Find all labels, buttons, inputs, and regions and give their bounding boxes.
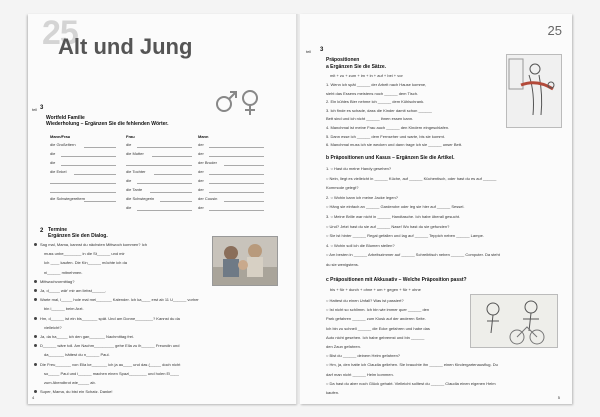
answer-blank-line[interactable] (209, 156, 264, 157)
family-word-cell: die Tochter (126, 169, 146, 174)
dialog-line: kaufen. (326, 390, 340, 395)
answer-blank-line[interactable] (209, 147, 264, 148)
exercise-2-subtitle: Ergänzen Sie den Dialog. (48, 233, 108, 239)
family-word-cell: die (126, 142, 132, 147)
answer-blank-line[interactable] (209, 183, 264, 184)
dialog-line: ○ Da hast du aber noch Glück gehabt. Vielleicht solltest du ______ Claudia einen eigenen Helm (326, 380, 496, 386)
exercise-3b-title: b Präpositionen und Kasus – Ergänzen Sie die Artikel. (326, 155, 455, 161)
speaker-bullet (34, 280, 37, 283)
cartoon-image (507, 55, 561, 127)
sentence-line: 1. Wenn ich spät ______ der Arbeit nach Hause komme, (326, 82, 427, 87)
dialog-line: bin i______ beim Arzt. (44, 306, 84, 312)
sentence-line: 3. Ich finde es schade, dass die Kinder damit schon ______ (326, 107, 432, 113)
sentence-line: 4. Manchmal ist meine Frau auch ______ den Kindern eingeschlafen. (326, 125, 450, 130)
answer-blank-line[interactable] (137, 147, 192, 148)
col-header-3: Mann (198, 134, 209, 139)
speaker-bullet (34, 363, 37, 366)
family-word-cell: der (198, 205, 204, 210)
family-word-cell: die Großeltern (50, 142, 76, 147)
family-word-cell: der (198, 178, 204, 183)
sentence-line: 1. ○ Hast du meine Handy gesehen? (326, 166, 392, 171)
answer-blank-line[interactable] (209, 210, 264, 211)
speaker-bullet (34, 289, 37, 292)
dialog-line: D______ wäre toll. Am Nachm_________ gehe Ella zu ih______ Freundin und (40, 343, 180, 349)
section-tag: teil (32, 107, 38, 112)
sentence-line: 4. ○ Wohin soll ich die Blumen stellen? (326, 242, 395, 248)
answer-blank-line[interactable] (74, 174, 116, 175)
answer-blank-line[interactable] (50, 183, 116, 184)
page-number-right-bottom: 5 (557, 395, 560, 400)
family-word-cell: die Tante (126, 187, 143, 192)
family-word-cell: der (198, 151, 204, 156)
family-word-cell: die (126, 178, 132, 183)
sentence-line: ○ Häng sie einfach an ______ Garderobe oder leg sie hier auf ______ Sessel. (326, 204, 465, 210)
family-word-cell: der Bruder (198, 160, 217, 165)
sentence-line: ○ Sie ist hinter ______ Regal gefallen und lag auf ______ Teppich neben ______ Lampe. (326, 233, 485, 239)
dialog-line: Mittwochvormittag? (40, 278, 75, 284)
exercise-3c-title: c Präpositionen mit Akkusativ – Welche Präposition passt? (326, 277, 467, 283)
page-number-left: 4 (32, 395, 35, 400)
answer-blank-line[interactable] (160, 201, 192, 202)
answer-blank-line[interactable] (50, 192, 116, 193)
family-word-cell: der (198, 187, 204, 192)
sentence-line: 2. Ein kühles Bier nehme ich ______ dem Kühlschrank. (326, 99, 425, 105)
dialog-line: Ich bin zu schnell ______ die Ecke gefahren und habe das (326, 325, 430, 331)
family-word-cell: die Schwiegerin (126, 196, 155, 201)
exercise-3-title: Präpositionen (326, 57, 360, 63)
dialog-line: ○ Bist du ______ deinem Helm gefahren? (326, 353, 401, 359)
dialog-line: den Zaun gefahren. (326, 344, 361, 349)
answer-blank-line[interactable] (224, 165, 264, 166)
cartoon-bike-accident (470, 294, 558, 348)
exercise-3a-title: a Ergänzen Sie die Sätze. (326, 64, 387, 70)
exercise-3-number: 3 (320, 47, 324, 53)
dialog-line: ○ Hattest du einen Unfall? Was ist passiert? (326, 298, 404, 303)
dialog-line: Warte mal, i_____ hole mal mei_______ Kalender. Ich ka____ erst ab 11 U______ vorher (40, 297, 199, 303)
chapter-number: 25 (42, 14, 78, 52)
exercise-2-number: 2 (40, 228, 44, 234)
dialog-line: da_______ hättest du n______ Paul. (44, 352, 110, 358)
family-photo (212, 236, 278, 286)
answer-blank-line[interactable] (209, 174, 264, 175)
family-word-cell: die (126, 205, 132, 210)
exercise-3c-word-list: bis + für + durch + ohne + um + gegen + für + ohne (330, 287, 421, 292)
col-header-1: Mann/Frau (50, 134, 71, 139)
dialog-line: Hm, d______ ist ein bis_______ spät. Und am Donne________? Kannst du da (40, 315, 180, 321)
exercise-2-title: Termine (48, 227, 68, 233)
sentence-line: 3. ○ Meine Brille war nicht in ______ Handtasche. Ich habe überall gesucht. (326, 214, 461, 219)
sentence-line: ○ Am besten in ______ Arbeitszimmer auf ______ Schreibtisch neben ______ Computer. Da steht (326, 252, 500, 258)
answer-blank-line[interactable] (209, 192, 264, 193)
family-word-cell: die (50, 151, 56, 156)
answer-blank-line[interactable] (84, 201, 116, 202)
right-page (300, 14, 572, 404)
page-number-right: 25 (547, 23, 562, 38)
answer-blank-line[interactable] (152, 156, 192, 157)
dialog-line: ○ Hm, ja, den hatte ich Claudia geliehen. Sie brauchte ihn ______ einen Kindergartenausflug. Du (326, 362, 498, 368)
chapter-title: Alt und Jung (58, 34, 193, 59)
exercise-1-title: Wortfeld Familie (46, 115, 85, 121)
left-page (28, 14, 298, 404)
speaker-bullet (34, 344, 37, 347)
speaker-bullet (34, 390, 37, 393)
dialog-line: ○ Ist nicht so schlimm. Ich bin wie immer quer ______ den (326, 307, 430, 313)
answer-blank-line[interactable] (61, 156, 116, 157)
dialog-line: zum Abendbrot wie_____ ab. (44, 380, 96, 385)
dialog-line: Ja, d_____ wär' mir am liebst______. (40, 288, 107, 293)
family-word-cell: der (198, 169, 204, 174)
cartoon-man-carrying-woman (506, 54, 562, 128)
sentence-line: Bett sind und ich nicht ______ ihnen essen kann. (326, 116, 414, 122)
answer-blank-line[interactable] (150, 192, 192, 193)
dialog-line: Sag mal, Mama, kannst du nächsten Mittwoch kommen? Ich (40, 242, 147, 247)
answer-blank-line[interactable] (154, 174, 192, 175)
answer-blank-line[interactable] (61, 165, 116, 166)
family-photo-image (213, 237, 277, 285)
dialog-line: Die Freu_______ von Ella ke_______ ich ja au____ und das (_____ doch nicht (40, 361, 181, 367)
sentence-line: 5. Dann esse ich ______ dem Fernseher und warte, bis sie kommt. (326, 133, 445, 139)
dialog-line: Super, Mama, du bist ein Schatz. Danke! (40, 389, 113, 395)
dialog-line: darf man nicht ______ Helm kommen. (326, 371, 394, 377)
answer-blank-line[interactable] (126, 165, 192, 166)
sentence-line: Kommode gelegt? (326, 185, 359, 191)
sentence-line: 6. Manchmal muss ich sie wecken und dann trage ich sie ______ unser Bett. (326, 142, 463, 148)
section-tag-right: teil (306, 49, 312, 54)
sentence-line: ○ Nein, liegt es vielleicht in ______ Küche, auf ______ Küchentisch, oder hast du es auf ______ (326, 175, 497, 181)
gender-symbols-icon (212, 84, 264, 118)
speaker-bullet (34, 335, 37, 338)
family-word-cell: die Mutter (126, 151, 144, 156)
speaker-bullet (34, 243, 37, 246)
answer-blank-line[interactable] (137, 183, 192, 184)
dialog-line: Ja, da ha_____ ich den gan_______ Nachmittag frei. (40, 334, 135, 339)
family-word-cell: die (50, 160, 56, 165)
speaker-bullet (34, 317, 37, 320)
dialog-line: muss unbe________ in die St______ und mir (44, 251, 125, 257)
sentence-line: ○ Und? Jetzt hast du sie auf ______ Nase! Wo hast du sie gefunden? (326, 223, 450, 229)
answer-blank-line[interactable] (137, 210, 192, 211)
bike-cartoon-image (471, 295, 557, 347)
family-word-cell: der Cousin (198, 196, 218, 201)
dialog-line: ni______ mitnehmen. (44, 269, 83, 275)
sentence-line: du sie wenigstens. (326, 262, 359, 267)
dialog-line: so_____ Paul und i______ machen einen Spazi________ und holen El____ (44, 370, 180, 376)
speaker-bullet (34, 298, 37, 301)
exercise-1-subtitle: Wiederholung – Ergänzen Sie die fehlenden Wörter. (46, 121, 169, 127)
dialog-line: vielleicht? (44, 324, 62, 330)
sentence-line: sieht das Essens meistens noch ______ dem Tisch. (326, 90, 419, 96)
dialog-line: Auto nicht gesehen. Ich habe gebremst und bin ______ (326, 334, 425, 340)
exercise-3a-word-list: mit + zu + zum + im + in + auf + bei + vor (330, 73, 403, 78)
dialog-line: Ich ____ kaufen. Die Kin______ möchte ich da (44, 260, 127, 266)
family-word-cell: der (198, 142, 204, 147)
exercise-1-number: 3 (40, 105, 44, 111)
col-header-2: Frau (126, 134, 135, 139)
sentence-line: 2. ○ Wohin kann ich meine Jacke legen? (326, 194, 398, 200)
family-word-cell: die Enkel (50, 169, 67, 174)
answer-blank-line[interactable] (224, 201, 264, 202)
answer-blank-line[interactable] (84, 147, 116, 148)
family-word-cell: die Schwiegereltern (50, 196, 86, 201)
dialog-line: Park gefahren ______ zum Kiosk auf der anderen Seite. (326, 316, 426, 322)
